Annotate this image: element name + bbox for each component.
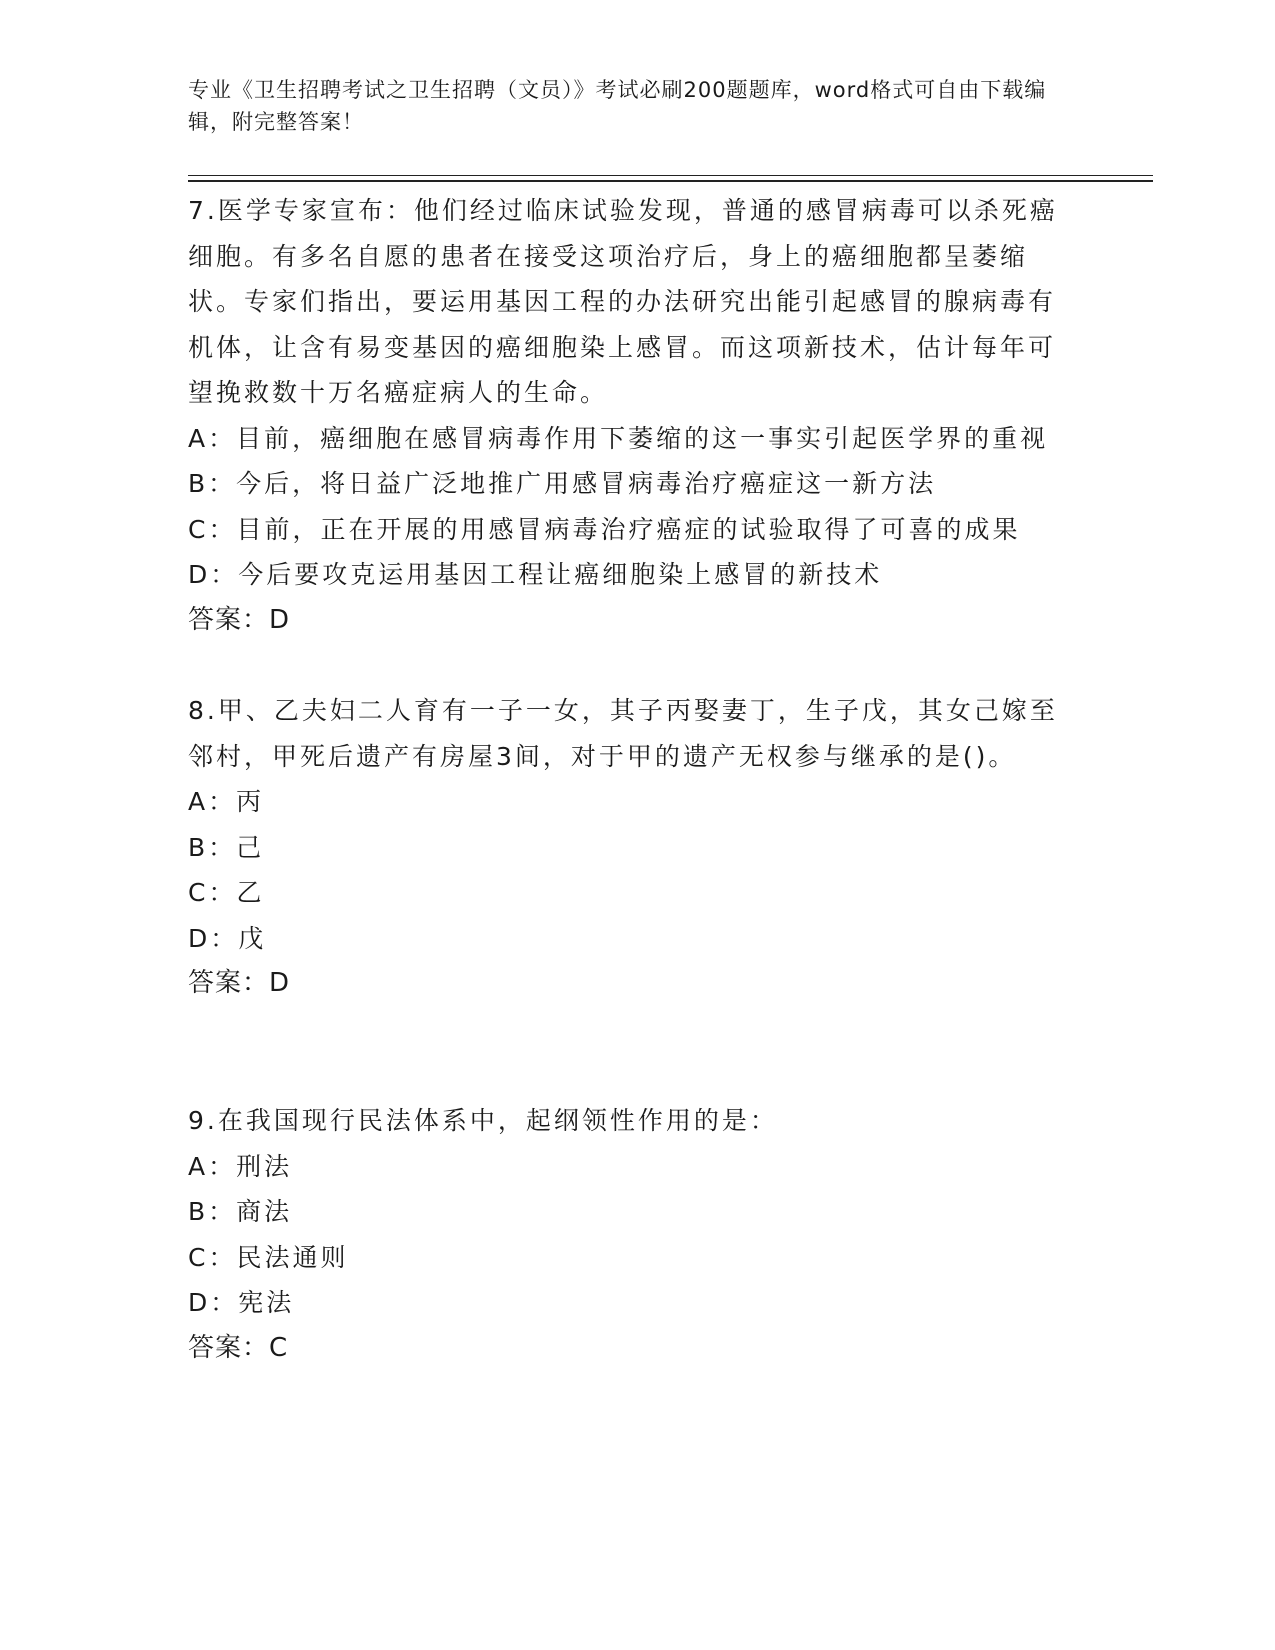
option-d: D：今后要攻克运用基因工程让癌细胞染上感冒的新技术: [188, 560, 883, 589]
option-b: B：今后，将日益广泛地推广用感冒病毒治疗癌症这一新方法: [188, 469, 937, 498]
option-c: C：目前，正在开展的用感冒病毒治疗癌症的试验取得了可喜的成果: [188, 514, 1021, 544]
question-7: [188, 188, 1068, 643]
option-d: D：宪法: [188, 1288, 295, 1317]
document-header: 专业《卫生招聘考试之卫生招聘（文员）》考试必刷200题题库，word格式可自由下载编辑，附完整答案！: [188, 78, 1047, 134]
question-stem: 9.在我国现行民法体系中，起纲领性作用的是：: [188, 1106, 778, 1135]
option-b: B：商法: [188, 1197, 293, 1226]
answer: 答案：D: [188, 604, 291, 635]
answer: 答案：C: [188, 1332, 289, 1363]
option-c: C：乙: [188, 878, 265, 907]
option-d: D：戊: [188, 923, 267, 953]
option-a: A：刑法: [188, 1151, 293, 1181]
option-b: B：己: [188, 832, 265, 862]
question-stem: 8.甲、乙夫妇二人育有一子一女，其子丙娶妻丁，生子戊，其女己嫁至邻村，甲死后遗产有房屋3间，对于甲的遗产无权参与继承的是()。: [188, 696, 1058, 771]
question-stem: 7.医学专家宣布：他们经过临床试验发现，普通的感冒病毒可以杀死癌细胞。有多名自愿的患者在接受这项治疗后，身上的癌细胞都呈萎缩状。专家们指出，要运用基因工程的办法研究出能引起感冒的腺病毒有机体，让含有易变基因的癌细胞染上感冒。而这项新技术，估计每年可望挽救数十万名癌症病人的生命。: [188, 196, 1058, 407]
option-a: A：丙: [188, 787, 265, 816]
header-divider-thick: [188, 180, 1153, 182]
question-8: [188, 688, 1068, 1007]
option-c: C：民法通则: [188, 1242, 349, 1272]
answer: 答案：D: [188, 968, 291, 998]
option-a: A：目前，癌细胞在感冒病毒作用下萎缩的这一事实引起医学界的重视: [188, 423, 1049, 453]
header-divider-thin: [188, 175, 1153, 176]
question-9: [188, 1098, 1068, 1371]
